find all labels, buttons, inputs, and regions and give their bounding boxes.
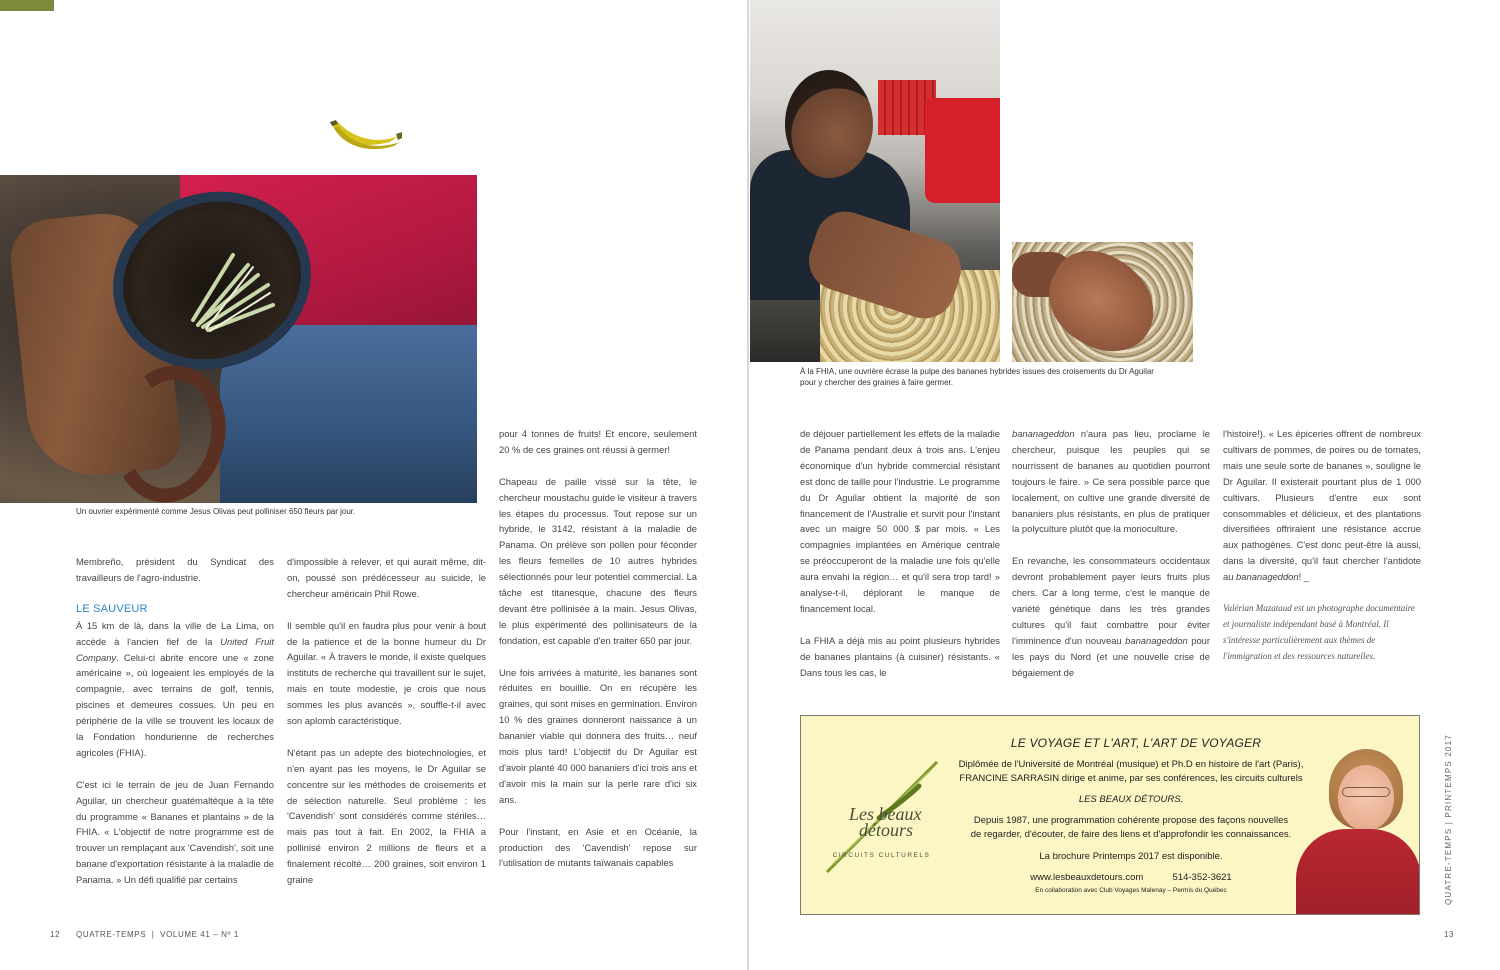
right-column-1: [800, 426, 1000, 680]
paragraph: En revanche, les consommateurs occidentaux devront probablement payer leurs fruits plus chers. Car à long terme, c'est le manque de variété génétique dans les très grandes cultures qu'il faut combattre pour éviter l'imminence d'un nouveau bananageddon pour les pays du Nord (et une nouvelle crise de bégaiement de: [1012, 555, 1210, 678]
paragraph: de déjouer partiellement les effets de la maladie de Panama pendant deux à trois ans. L'enjeu économique d'un hybride commercial résistant est donc de taille pour l'industrie. Le programme du Dr Aguilar obtient la majorité de son financement de l'Australie et survit pour l'instant avec un maigre 50 000 $ par mois. « Les compagnies implantées en Amérique centrale se préoccuperont de la maladie une fois qu'elle aura envahi la région… et qu'il sera trop tard! » analyse-t-il, déplorant le manque de financement local.: [800, 428, 1000, 614]
right-column-3: [1223, 426, 1421, 665]
ad-text: Depuis 1987, une programmation cohérente propose des façons nouvelles: [973, 815, 1289, 826]
ad-text: de regarder, d'écouter, de faire des liens et d'approfondir les connaissances.: [970, 829, 1292, 840]
paragraph: C'est ici le terrain de jeu de Juan Fernando Aguilar, un chercheur guatémaltèque à la tête du programme « Bananes et plantains » de la FHIA. « L'objectif de notre programme est de trouver un remplaçant aux 'Cavendish', soit une banane d'exportation résistante à la maladie de Panama. » Un défi qualifié par certains: [76, 778, 274, 886]
vertical-running-head: QUATRE-TEMPS | PRINTEMPS 2017: [1444, 734, 1453, 905]
francine-sarrasin-photo: [1296, 741, 1420, 915]
paragraph: bananageddon n'aura pas lieu, proclame le chercheur, puisque les peuples qui se nourrissent de bananes au quotidien pourront toujours le faire. » Ce sera possible parce que localement, on cultive une grande diversité de bananiers plus résistants, en plus de pratiquer la polyculture plutôt que la monoculture.: [1012, 428, 1210, 535]
paragraph: Une fois arrivées à maturité, les bananes sont réduites en bouillie. On en récupère les graines, qui sont mises en germination. Environ 10 % des graines donneront naissance à un bananier viable qui donnera des fruits… neuf mois plus tard! L'objectif du Dr Aguilar est d'avoir planté 40 000 bananiers d'ici trois ans et d'avoir mis la main sur la perle rare d'ici six ans.: [499, 666, 697, 805]
ad-phone: 514-352-3621: [1172, 872, 1232, 883]
paragraph: Il semble qu'il en faudra plus pour venir à bout de la patience et de la bonne humeur du Dr Aguilar. « À travers le monde, il existe quelques instituts de recherche qui travaillent sur le sujet, mais en toute modestie, je crois que nous sommes les plus avancés », souffle-t-il avec son aplomb caractéristique.: [287, 619, 486, 727]
right-photo-caption: À la FHIA, une ouvrière écrase la pulpe des bananes hybrides issues des croisements du Dr Aguilar pour y chercher des graines à faire germer.: [800, 367, 1154, 387]
les-beaux-detours-ad[interactable]: [800, 715, 1420, 915]
left-folio-text: QUATRE-TEMPS | VOLUME 41 – Nº 1: [76, 930, 239, 939]
ad-text: Diplômée de l'Université de Montréal (musique) et Ph.D en histoire de l'art (Paris),: [958, 759, 1304, 770]
ad-website-link[interactable]: www.lesbeauxdetours.com: [1030, 872, 1144, 883]
left-column-3: [499, 426, 697, 871]
author-bio: Valérian Mazataud est un photographe documentaire et journaliste indépendant basé à Montréal. Il s'intéresse particulièrement aux thèmes de l'immigration et des ressources naturelles.: [1223, 602, 1415, 661]
page-gutter: [747, 0, 749, 970]
ad-logo: Les beaux détours CIRCUITS CULTURELS: [819, 760, 944, 880]
left-page-number: 12: [50, 930, 61, 939]
right-page-number: 13: [1444, 930, 1455, 939]
ad-collab: En collaboration avec Club Voyages Malenay – Permis du Québec: [1035, 887, 1227, 894]
left-column-1: [76, 554, 274, 888]
right-column-2: [1012, 426, 1210, 680]
paragraph: Pour l'instant, en Asie et en Océanie, la production des 'Cavendish' repose sur l'utilisation de mutants taïwanais capables: [499, 825, 697, 869]
ad-text: La brochure Printemps 2017 est disponible.: [1039, 851, 1223, 862]
ad-contact: [931, 871, 1331, 884]
hand-with-seeds-photo: [1012, 242, 1193, 362]
banana-icon: [328, 118, 404, 156]
paragraph: N'étant pas un adepte des biotechnologies, et n'en ayant pas les moyens, le Dr Aguilar se concentre sur les méthodes de croisements et de sélection naturelle. Seul problème : les 'Cavendish' sont considérés comme stériles… mais pas tout à fait. En 2002, la FHIA a pollinisé environ 2 millions de fleurs et a finalement récolté… 200 graines, soit environ 1 graine: [287, 746, 486, 886]
paragraph: d'impossible à relever, et qui aurait même, dit-on, poussé son prédécesseur au suicide, le chercheur américain Phil Rowe.: [287, 556, 486, 599]
paragraph: pour 4 tonnes de fruits! Et encore, seulement 20 % de ces graines ont réussi à germer!: [499, 428, 697, 455]
paragraph: l'histoire!). « Les épiceries offrent de nombreux cultivars de pommes, de poires ou de tomates, mais une seule sorte de bananes », souligne le Dr Aguilar. Il existerait pourtant plus de 1 000 cultivars. Plusieurs d'entre eux sont consommables et délicieux, et des plantations diversifiées offriraient une résistance accrue aux pathogènes. C'est donc peut-être là aussi, dans la diversité, qu'il faut chercher l'antidote au bananageddon! _: [1223, 428, 1421, 583]
ad-headline: LE VOYAGE ET L'ART, L'ART DE VOYAGER: [1010, 736, 1262, 750]
paragraph: Membreño, président du Syndicat des travailleurs de l'agro-industrie.: [76, 556, 274, 583]
left-photo-caption: Un ouvrier expérimenté comme Jesus Olivas peut polliniser 650 fleurs par jour.: [76, 507, 356, 516]
left-column-2: [287, 554, 486, 888]
paragraph: À 15 km de là, dans la ville de La Lima, on accède à l'ancien fief de la United Fruit Company. Celui-ci abrite encore une « zone américaine », où logeaient les employés de la compagnie, avec terrains de golf, tennis, piscines et demeures cossues. Un peu en périphérie de la ville se trouvent les locaux de la Fondation hondurienne de recherches agricoles (FHIA).: [76, 619, 274, 758]
worker-photo: [750, 0, 1000, 362]
pollinator-photo: [0, 175, 477, 503]
corner-color-tab: [0, 0, 54, 11]
section-heading: LE SAUVEUR: [76, 602, 148, 615]
paragraph: La FHIA a déjà mis au point plusieurs hybrides de bananes plantains (à cuisiner) résistants. « Dans tous les cas, le: [800, 634, 1000, 678]
ad-text: FRANCINE SARRASIN dirige et anime, par ses conférences, les circuits culturels: [959, 773, 1303, 784]
paragraph: Chapeau de paille vissé sur la tête, le chercheur moustachu guide le visiteur à travers les étapes du processus. Tout repose sur un hybride, le 3142, résistant à la maladie de Panama. On prélève son pollen pour féconder les fleurs femelles de 10 autres hybrides sélectionnés pour leur potentiel commercial. La tâche est titanesque, chacune des fleurs devant être pollinisée à la main. Jesus Olivas, le plus expérimenté des pollinisateurs de la fondation, est capable d'en traiter 650 par jour.: [499, 475, 697, 646]
ad-text: LES BEAUX DÉTOURS.: [1078, 794, 1184, 805]
